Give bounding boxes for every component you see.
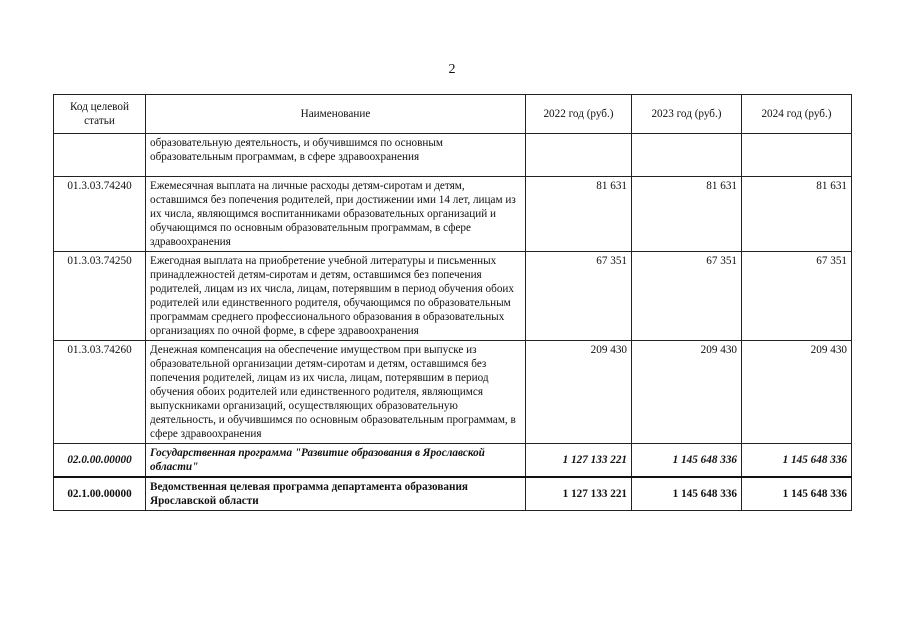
row-value-2022: 1 127 133 221 — [526, 444, 632, 478]
row-value-2024: 1 145 648 336 — [742, 477, 852, 511]
table-row — [54, 134, 852, 177]
row-name: Ежемесячная выплата на личные расходы детям-сиротам и детям, оставшимся без попечения родителей, при достижении ими 14 лет, лицам из их числа, являющимся воспитанниками образовательных организаций и обучающимся по основным образовательным программам, в сфере здравоохранения — [146, 177, 526, 252]
row-value-2022: 1 127 133 221 — [526, 477, 632, 511]
table-row — [54, 177, 852, 252]
table-row — [54, 341, 852, 444]
row-code: 02.1.00.00000 — [54, 477, 146, 511]
header-2023: 2023 год (руб.) — [632, 95, 742, 134]
row-value-2024: 81 631 — [742, 177, 852, 252]
header-2022: 2022 год (руб.) — [526, 95, 632, 134]
row-value-2023: 209 430 — [632, 341, 742, 444]
row-value-2023 — [632, 134, 742, 177]
table-row — [54, 252, 852, 341]
row-value-2022: 81 631 — [526, 177, 632, 252]
row-name: образовательную деятельность, и обучившимся по основным образовательным программам, в сфере здравоохранения — [146, 134, 526, 177]
table-header-row — [54, 95, 852, 134]
row-value-2023: 1 145 648 336 — [632, 444, 742, 478]
row-code: 01.3.03.74260 — [54, 341, 146, 444]
budget-table — [53, 94, 852, 511]
header-name: Наименование — [146, 95, 526, 134]
page-number: 2 — [448, 62, 456, 77]
header-code: Код целевой статьи — [54, 95, 146, 134]
row-code: 02.0.00.00000 — [54, 444, 146, 478]
row-name: Ежегодная выплата на приобретение учебной литературы и письменных принадлежностей детям-сиротам и детям, оставшимся без попечения родителей, лицам из их числа, лицам, потерявшим в период обучения обоих родителей или единственного родителя, обучающимся по образовательным программам среднего профессионального образования в образовательных организациях по очной форме, в сфере здравоохранения — [146, 252, 526, 341]
row-value-2022: 209 430 — [526, 341, 632, 444]
row-value-2023: 81 631 — [632, 177, 742, 252]
row-value-2024 — [742, 134, 852, 177]
row-name: Денежная компенсация на обеспечение имуществом при выпуске из образовательной организации детям-сиротам и детям, оставшимся без попечения родителей, лицам из их числа, лицам, потерявшим в период обучения обоих родителей или единственного родителя, являющимся выпускниками организаций, осуществляющих образовательную деятельность, и обучившимся по основным образовательным программам, в сфере здравоохранения — [146, 341, 526, 444]
row-code: 01.3.03.74250 — [54, 252, 146, 341]
row-value-2023: 1 145 648 336 — [632, 477, 742, 511]
row-name: Государственная программа "Развитие образования в Ярославской области" — [146, 444, 526, 478]
table-row-program-total — [54, 444, 852, 478]
row-code — [54, 134, 146, 177]
row-value-2024: 209 430 — [742, 341, 852, 444]
row-value-2023: 67 351 — [632, 252, 742, 341]
row-value-2022: 67 351 — [526, 252, 632, 341]
table-row-subprogram-total — [54, 477, 852, 511]
row-value-2024: 1 145 648 336 — [742, 444, 852, 478]
row-name: Ведомственная целевая программа департамента образования Ярославской области — [146, 477, 526, 511]
row-code: 01.3.03.74240 — [54, 177, 146, 252]
row-value-2022 — [526, 134, 632, 177]
header-2024: 2024 год (руб.) — [742, 95, 852, 134]
row-value-2024: 67 351 — [742, 252, 852, 341]
